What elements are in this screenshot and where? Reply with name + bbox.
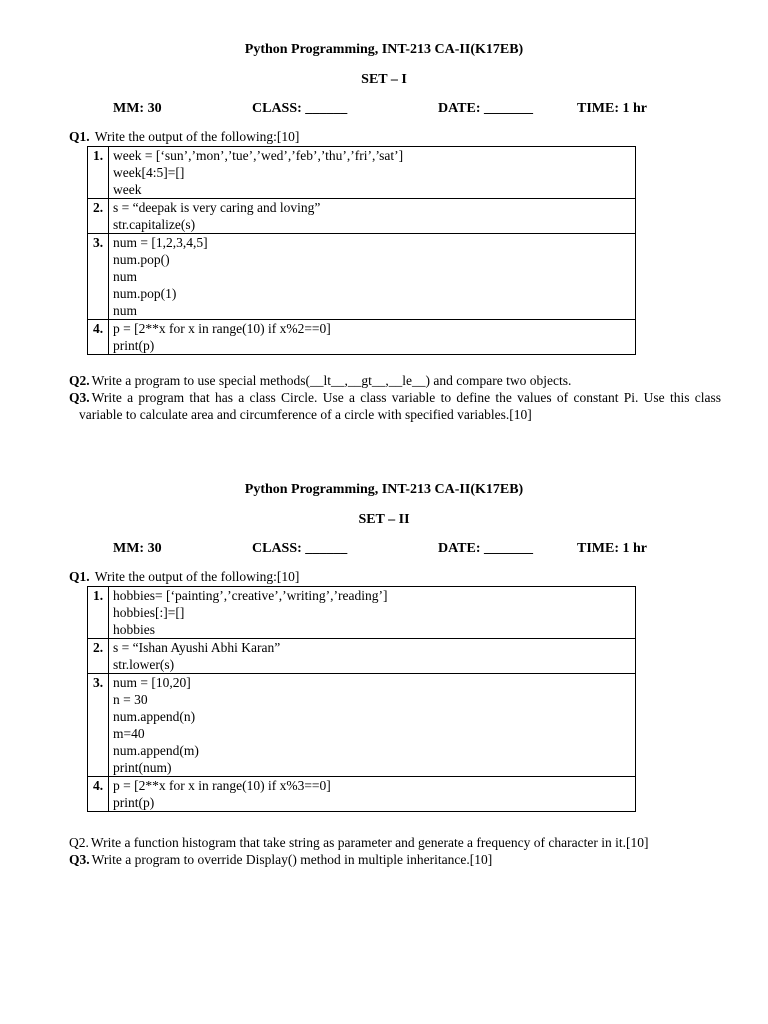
set-1: [0, 40, 768, 423]
question-text: Write a program to override Display() method in multiple inheritance.[10]: [91, 852, 493, 867]
code-cell: [109, 777, 636, 812]
code-line: str.capitalize(s): [113, 217, 196, 232]
question-label: Q2.: [69, 373, 90, 388]
row-number: 3.: [88, 234, 109, 320]
code-line: week[4:5]=[]: [113, 165, 185, 180]
table-row: [88, 147, 636, 199]
set-label: SET – II: [358, 512, 410, 527]
table-row: [88, 777, 636, 812]
exam-title: Python Programming, INT-213 CA-II(K17EB): [244, 482, 524, 497]
date-field: DATE: _______: [438, 101, 534, 116]
code-line: num.pop(): [113, 252, 170, 267]
code-line: print(p): [113, 338, 155, 353]
question-label: Q1.: [69, 129, 90, 144]
code-line: n = 30: [113, 692, 148, 707]
exam-title: Python Programming, INT-213 CA-II(K17EB): [244, 42, 524, 57]
questions: [69, 372, 721, 423]
table-row: [88, 674, 636, 777]
question-1: [69, 128, 768, 146]
row-number: 4.: [88, 777, 109, 812]
question-label: Q3.: [69, 390, 90, 405]
row-number: 4.: [88, 320, 109, 355]
code-line: hobbies: [113, 622, 155, 637]
code-line: hobbies= [‘painting’,’creative’,’writing’,’reading’]: [113, 588, 388, 603]
max-marks: MM: 30: [113, 101, 162, 116]
exam-meta: [0, 99, 768, 119]
questions: [69, 834, 721, 868]
question-label: Q3.: [69, 852, 90, 867]
code-line: str.lower(s): [113, 657, 175, 672]
row-number: 2.: [88, 199, 109, 234]
question-3: [69, 389, 721, 423]
question-text: Write the output of the following:[10]: [94, 569, 300, 584]
output-table: [87, 586, 636, 812]
question-2: [69, 834, 721, 851]
code-cell: [109, 199, 636, 234]
time-field: TIME: 1 hr: [577, 541, 647, 556]
code-cell: [109, 147, 636, 199]
code-line: m=40: [113, 726, 145, 741]
date-field: DATE: _______: [438, 541, 534, 556]
code-line: s = “Ishan Ayushi Abhi Karan”: [113, 640, 281, 655]
table-row: [88, 199, 636, 234]
question-label: Q2.: [69, 835, 89, 850]
code-line: print(num): [113, 760, 172, 775]
row-number: 3.: [88, 674, 109, 777]
class-field: CLASS: ______: [252, 101, 348, 116]
row-number: 1.: [88, 147, 109, 199]
question-label: Q1.: [69, 569, 90, 584]
question-3: [69, 851, 721, 868]
code-line: week: [113, 182, 142, 197]
code-cell: [109, 639, 636, 674]
code-line: num: [113, 269, 138, 284]
code-cell: [109, 234, 636, 320]
question-text: Write a program to use special methods(__lt__,__gt__,__le__) and compare two objects.: [91, 373, 572, 388]
code-line: num.append(n): [113, 709, 196, 724]
time-field: TIME: 1 hr: [577, 101, 647, 116]
code-line: num.append(m): [113, 743, 199, 758]
code-line: p = [2**x for x in range(10) if x%2==0]: [113, 321, 331, 336]
question-text: Write a function histogram that take string as parameter and generate a frequency of character in it.[10]: [90, 835, 649, 850]
code-line: num.pop(1): [113, 286, 177, 301]
code-line: hobbies[:]=[]: [113, 605, 185, 620]
table-row: [88, 639, 636, 674]
code-line: p = [2**x for x in range(10) if x%3==0]: [113, 778, 331, 793]
code-line: num = [10,20]: [113, 675, 191, 690]
table-row: [88, 234, 636, 320]
class-field: CLASS: ______: [252, 541, 348, 556]
code-line: print(p): [113, 795, 155, 810]
table-row: [88, 587, 636, 639]
code-cell: [109, 587, 636, 639]
exam-meta: [0, 539, 768, 559]
code-cell: [109, 674, 636, 777]
question-2: [69, 372, 721, 389]
code-cell: [109, 320, 636, 355]
code-line: num = [1,2,3,4,5]: [113, 235, 208, 250]
code-line: num: [113, 303, 138, 318]
question-1: [69, 568, 768, 586]
table-row: [88, 320, 636, 355]
code-line: week = [‘sun’,’mon’,’tue’,’wed’,’feb’,’thu’,’fri’,’sat’]: [113, 148, 404, 163]
max-marks: MM: 30: [113, 541, 162, 556]
question-text: Write the output of the following:[10]: [94, 129, 300, 144]
set-2: [0, 480, 768, 868]
set-label: SET – I: [361, 72, 407, 87]
row-number: 1.: [88, 587, 109, 639]
row-number: 2.: [88, 639, 109, 674]
question-text: Write a program that has a class Circle. Use a class variable to define the values of constant Pi. Use this class variable to calculate area and circumference of a circle with specified variables.[10]: [79, 390, 721, 422]
output-table: [87, 146, 636, 355]
code-line: s = “deepak is very caring and loving”: [113, 200, 321, 215]
